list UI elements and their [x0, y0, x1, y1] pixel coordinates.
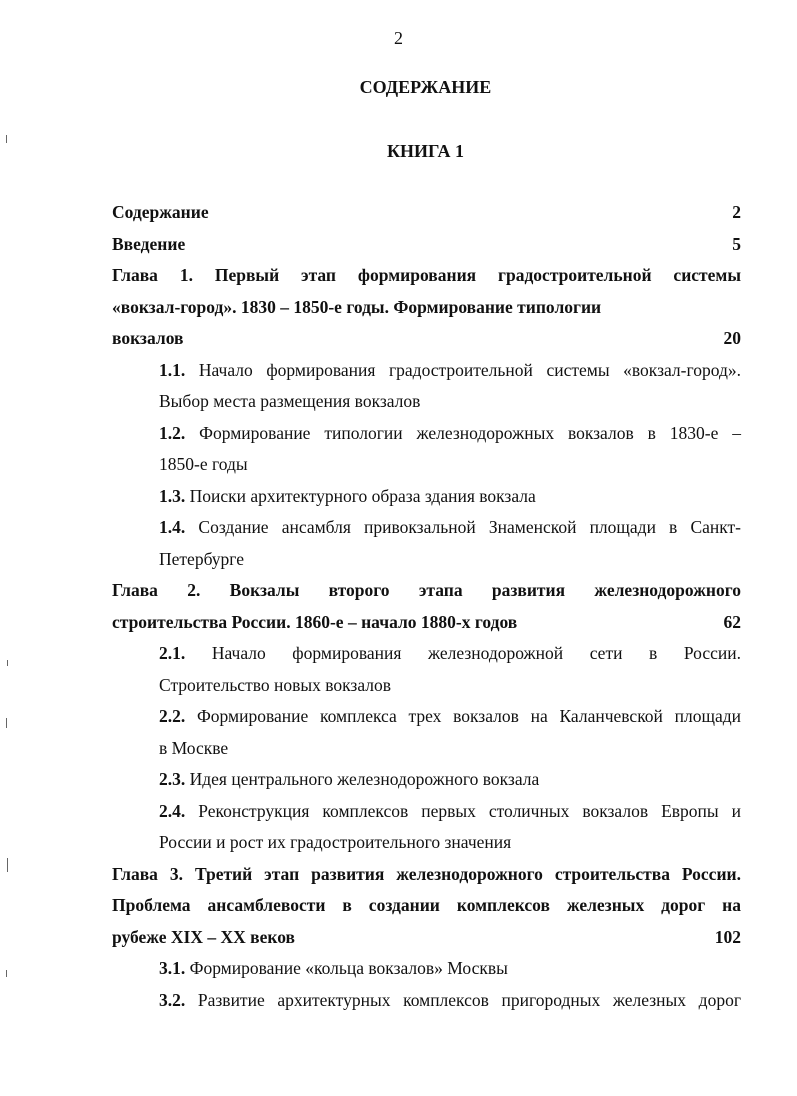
- toc-entry-line: Проблема ансамблевости в создании комплексов железных дорог на: [112, 895, 741, 915]
- toc-entry-line: Петербурге: [159, 548, 245, 569]
- scan-artifact: [6, 970, 7, 977]
- section-number: 2.3.: [159, 769, 186, 789]
- toc-entry-line: Глава 1. Первый этап формирования градостроительной системы: [112, 265, 741, 285]
- section-number: 2.4.: [159, 800, 186, 821]
- scan-artifact: [7, 660, 8, 666]
- section-number: 2.1.: [159, 643, 186, 663]
- toc-entry-line: строительства России. 1860-е – начало 1880-х годов: [112, 611, 518, 632]
- book-heading: КНИГА 1: [386, 141, 465, 161]
- page-title: СОДЕРЖАНИЕ: [359, 77, 492, 97]
- toc-entry-chapter-1: [112, 260, 741, 355]
- toc-entry-line: Идея центрального железнодорожного вокзала: [189, 769, 540, 789]
- page-number: 2: [394, 28, 403, 48]
- toc-entry-2-4: [159, 796, 741, 859]
- toc-entry-line: Глава 2. Вокзалы второго этапа развития железнодорожного: [112, 580, 741, 600]
- section-number: 3.1.: [159, 958, 186, 978]
- section-number: 3.2.: [159, 989, 186, 1010]
- toc-entry-3-1: [159, 953, 741, 985]
- toc-entry-line: Начало формирования градостроительной системы «вокзал-город».: [198, 359, 741, 380]
- scan-artifact: [6, 135, 7, 143]
- toc-entry-3-2: [159, 985, 741, 1017]
- toc-entry-line: Формирование комплекса трех вокзалов на Каланчевской площади: [196, 706, 742, 726]
- toc-entry-line: Создание ансамбля привокзальной Знаменской площади в Санкт-: [198, 517, 741, 537]
- toc-entry-line: 1850-е годы: [159, 454, 248, 474]
- toc-entry-1-3: [159, 481, 741, 513]
- toc-entry-line: Строительство новых вокзалов: [159, 674, 391, 695]
- toc-entry-line: в Москве: [159, 737, 229, 758]
- toc-entry-2-2: [159, 701, 741, 764]
- toc-page-ref: 62: [723, 611, 741, 632]
- section-number: 2.2.: [159, 706, 186, 726]
- table-of-contents: [112, 197, 741, 1016]
- toc-entry-chapter-3: [112, 859, 741, 954]
- toc-page-ref: 2: [732, 202, 741, 222]
- toc-entry-line: «вокзал-город». 1830 – 1850-е годы. Формирование типологии: [112, 296, 602, 317]
- section-number: 1.2.: [159, 422, 186, 443]
- toc-entry-chapter-2: [112, 575, 741, 638]
- toc-entry-1-1: [159, 355, 741, 418]
- toc-page-ref: 5: [732, 233, 741, 254]
- toc-entry-intro: [112, 229, 741, 261]
- toc-page-ref: 102: [714, 926, 741, 947]
- toc-entry-line: Поиски архитектурного образа здания вокзала: [189, 485, 536, 506]
- toc-entry-contents: [112, 197, 741, 229]
- toc-page-ref: 20: [723, 328, 741, 348]
- toc-entry-1-2: [159, 418, 741, 481]
- toc-entry-line: рубеже XIX – XX веков: [112, 926, 295, 947]
- toc-entry-2-3: [159, 764, 741, 796]
- toc-entry-line: России и рост их градостроительного значения: [159, 832, 512, 852]
- toc-entry-line: Глава 3. Третий этап развития железнодорожного строительства России.: [112, 863, 741, 884]
- section-number: 1.4.: [159, 517, 186, 537]
- toc-entry-line: Выбор места размещения вокзалов: [159, 391, 421, 411]
- toc-entry-2-1: [159, 638, 741, 701]
- section-number: 1.3.: [159, 485, 186, 506]
- toc-entry-1-4: [159, 512, 741, 575]
- toc-entry-line: Развитие архитектурных комплексов пригородных железных дорог: [197, 989, 742, 1010]
- toc-entry-line: Начало формирования железнодорожной сети в России.: [211, 643, 741, 663]
- scan-artifact: [7, 858, 8, 872]
- toc-entry-label: Введение: [112, 233, 186, 254]
- toc-entry-line: Формирование «кольца вокзалов» Москвы: [189, 958, 508, 978]
- scan-artifact: [6, 718, 7, 728]
- toc-entry-line: Реконструкция комплексов первых столичных вокзалов Европы и: [198, 800, 742, 821]
- toc-entry-line: Формирование типологии железнодорожных вокзалов в 1830-е –: [199, 422, 741, 443]
- section-number: 1.1.: [159, 359, 186, 380]
- toc-entry-label: Содержание: [112, 202, 209, 222]
- toc-entry-line: вокзалов: [112, 328, 184, 348]
